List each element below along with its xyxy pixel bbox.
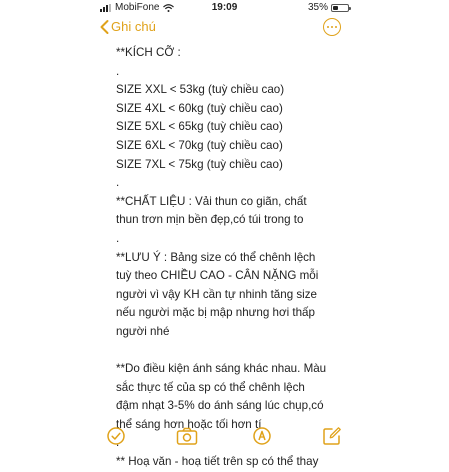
battery-icon [331, 4, 349, 12]
carrier-label: MobiFone [115, 2, 160, 13]
more-options-button[interactable] [323, 18, 341, 36]
note-line: . [116, 231, 120, 245]
note-line: người vì vậy KH cần tự nhinh tăng size [116, 287, 317, 301]
note-line: . [116, 176, 120, 190]
status-bar [0, 0, 449, 16]
back-label: Ghi chú [111, 19, 156, 34]
note-line: **CHẤT LIỆU : Vải thun co giãn, chất [116, 194, 307, 208]
battery-fill [333, 6, 338, 10]
note-line: SIZE 7XL < 75kg (tuỳ chiều cao) [116, 157, 283, 171]
bottom-toolbar [0, 424, 449, 448]
checklist-button[interactable] [106, 426, 126, 446]
note-line: tuỳ theo CHIỀU CAO - CÂN NẶNG mỗi [116, 269, 319, 283]
note-line: thể sáng hơn hoặc tối hơn tí [116, 417, 262, 431]
compose-button[interactable] [322, 426, 342, 446]
checklist-icon [106, 426, 126, 446]
note-line: thun trơn mịn bền đẹp,có túi trong to [116, 213, 304, 227]
note-body[interactable] [116, 44, 338, 469]
note-line: SIZE 5XL < 65kg (tuỳ chiều cao) [116, 120, 283, 134]
note-line [116, 342, 338, 361]
camera-icon [176, 426, 198, 446]
nav-bar [0, 16, 449, 42]
battery-group [308, 2, 349, 13]
note-line: SIZE 4XL < 60kg (tuỳ chiều cao) [116, 101, 283, 115]
back-button[interactable] [100, 19, 156, 34]
note-line: người nhé [116, 324, 170, 338]
note-line: ** Hoạ văn - hoạ tiết trên sp có thể thay [116, 455, 319, 469]
markup-pen-icon [252, 426, 272, 446]
note-line: **Do điều kiện ánh sáng khác nhau. Màu [116, 362, 327, 376]
battery-percent: 35% [307, 2, 328, 13]
note-line: . [116, 436, 120, 450]
markup-button[interactable] [252, 426, 272, 446]
note-line: SIZE XXL < 53kg (tuỳ chiều cao) [116, 83, 285, 97]
note-line: **LƯU Ý : Bảng size có thể chênh lệch [116, 250, 316, 264]
note-line: . [116, 64, 120, 78]
camera-button[interactable] [176, 426, 198, 446]
note-line: **KÍCH CỠ : [116, 46, 181, 59]
chevron-left-icon [100, 20, 109, 34]
note-line: sắc thực tế của sp có thể chênh lệch [116, 380, 305, 394]
compose-icon [322, 426, 342, 446]
clock: 19:09 [211, 2, 238, 13]
note-line: nếu người mặc bị mập nhưng hơi thấp [116, 306, 315, 320]
note-line: SIZE 6XL < 70kg (tuỳ chiều cao) [116, 138, 283, 152]
note-line: đậm nhạt 3-5% do ánh sáng lúc chụp,có [116, 399, 324, 413]
